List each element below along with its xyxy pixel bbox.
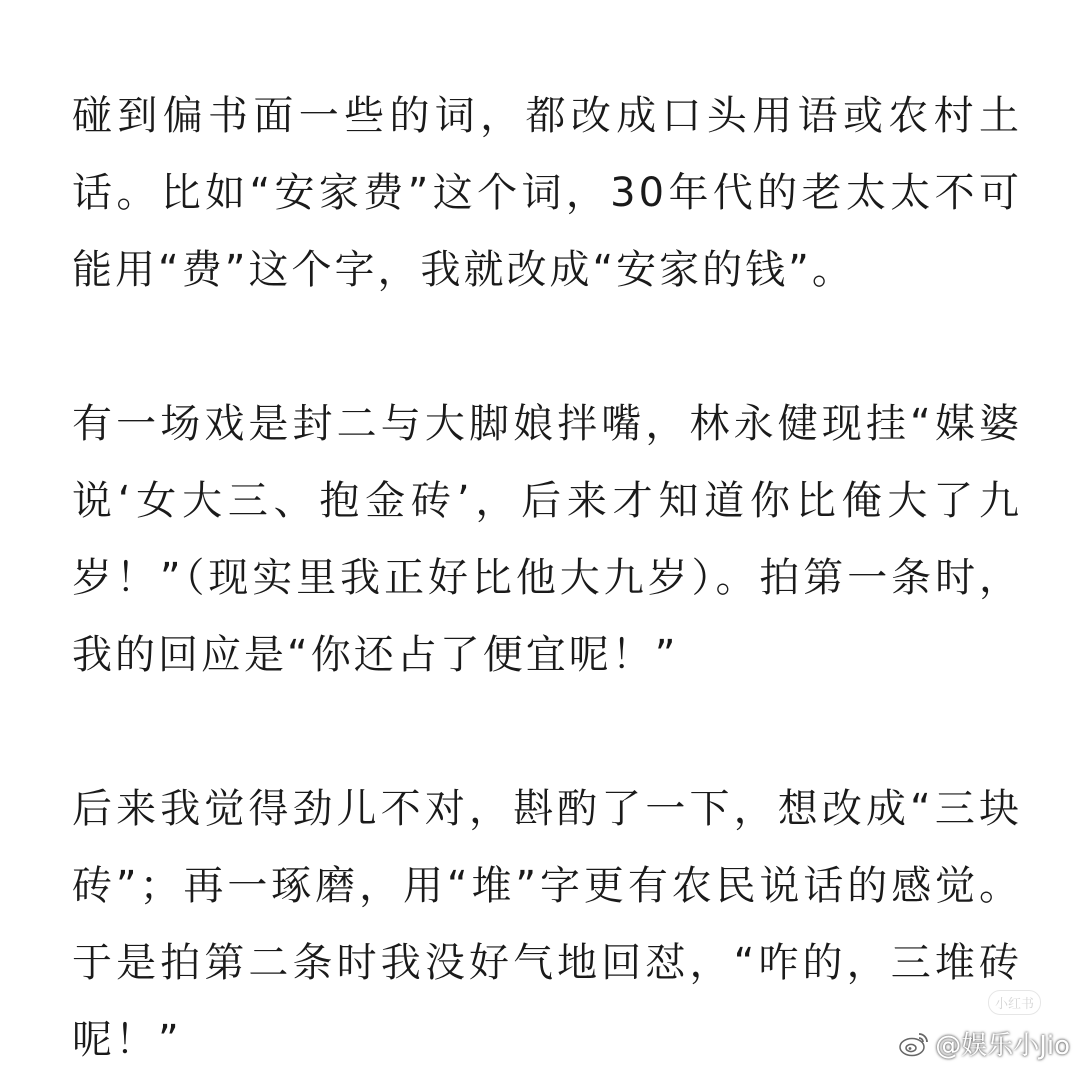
paragraph-2: 有一场戏是封二与大脚娘拌嘴，林永健现挂“媒婆说‘女大三、抱金砖’，后来才知道你比俺大了九岁！”（现实里我正好比他大九岁）。拍第一条时，我的回应是“你还占了便宜呢！” [72, 401, 1022, 678]
weibo-icon [899, 1031, 929, 1057]
watermark-handle: @娱乐小Jio [935, 1031, 1070, 1061]
watermark [899, 1025, 1070, 1062]
paragraph-1: 碰到偏书面一些的词，都改成口头用语或农村土话。比如“安家费”这个词，30年代的老太太不可能用“费”这个字，我就改成“安家的钱”。 [72, 93, 1022, 293]
article-body [72, 78, 1022, 1079]
paragraph-3: 后来我觉得劲儿不对，斟酌了一下，想改成“三块砖”；再一琢磨，用“堆”字更有农民说话的感觉。于是拍第二条时我没好气地回怼，“咋的，三堆砖呢！” [72, 786, 1022, 1063]
watermark-small-label: 小红书 [988, 990, 1041, 1015]
